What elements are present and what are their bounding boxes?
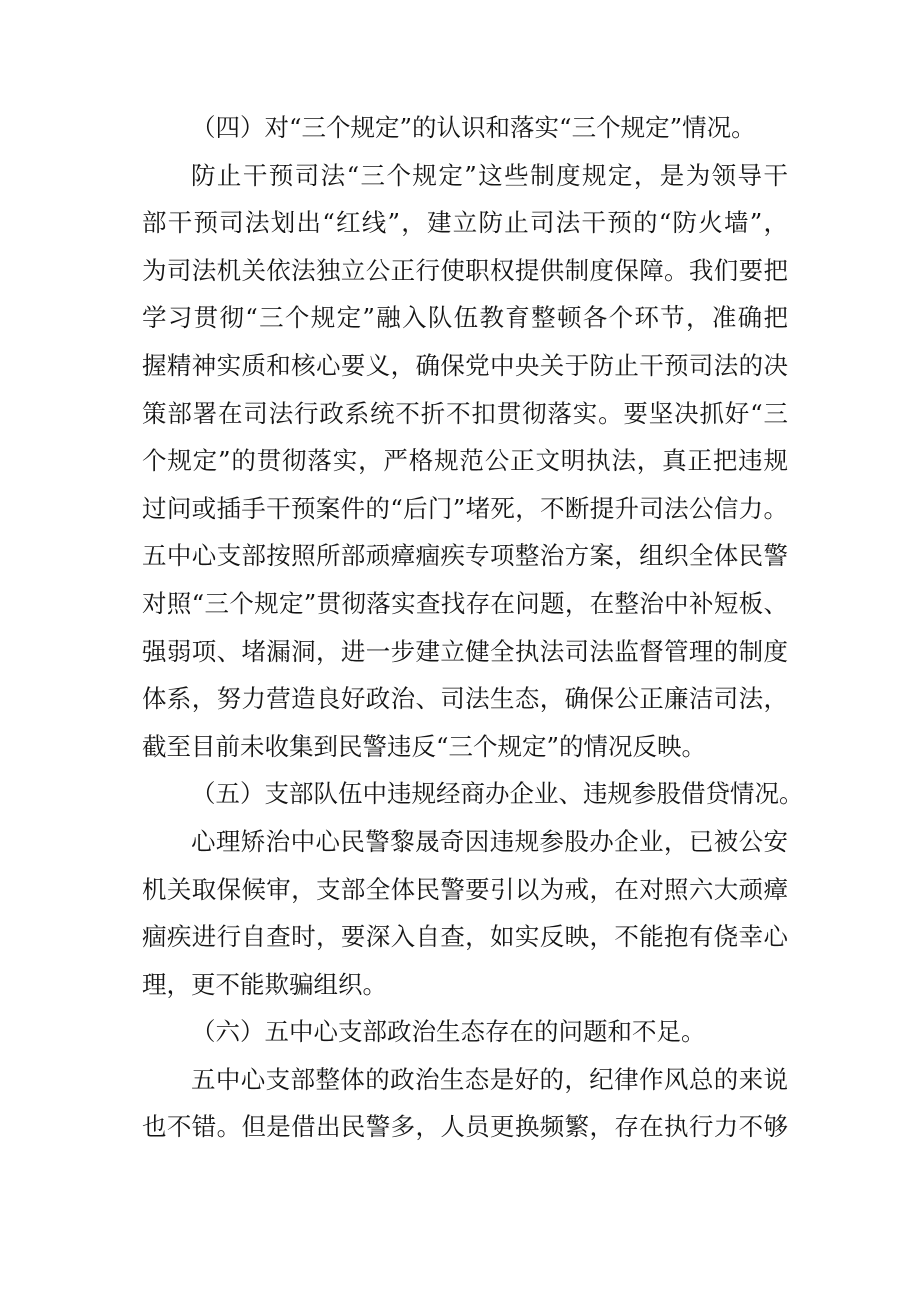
text-line: 心理矫治中心民警黎晟奇因违规参股办企业，已被公安: [191, 826, 788, 856]
text-line: 强弱项、堵漏洞，进一步建立健全执法司法监督管理的制度: [142, 636, 788, 666]
text-line: 五中心支部整体的政治生态是好的，纪律作风总的来说: [191, 1064, 788, 1094]
text-line: 机关取保候审，支部全体民警要引以为戒，在对照六大顽瘴: [142, 874, 788, 904]
text-line: 也不错。但是借出民警多，人员更换频繁，存在执行力不够: [142, 1112, 788, 1142]
section-heading-6: [142, 1008, 788, 1056]
text-line: 为司法机关依法独立公正行使职权提供制度保障。我们要把: [142, 255, 788, 285]
section-heading-5: [142, 770, 804, 818]
text-line: 理，更不能欺骗组织。: [142, 969, 387, 999]
text-line: 策部署在司法行政系统不折不扣贯彻落实。要坚决抓好“三: [142, 398, 788, 428]
section-heading-4: [142, 104, 788, 152]
text-line: 截至目前未收集到民警违反“三个规定”的情况反映。: [142, 731, 707, 761]
text-line: 个规定”的贯彻落实，严格规范公正文明执法，真正把违规: [142, 446, 788, 476]
text-line: 过问或插手干预案件的“后门”堵死，不断提升司法公信力。: [142, 493, 788, 523]
paragraph-business-violation: [142, 818, 788, 1008]
paragraph-three-rules: [142, 152, 788, 771]
text-line: 五中心支部按照所部顽瘴痼疾专项整治方案，组织全体民警: [142, 541, 788, 571]
paragraph-political-ecology: [142, 1056, 788, 1151]
text-line: 部干预司法划出“红线”，建立防止司法干预的“防火墙”，: [142, 208, 788, 238]
document-body: [142, 104, 804, 1151]
text-line: 防止干预司法“三个规定”这些制度规定，是为领导干: [191, 160, 788, 190]
text-line: 痼疾进行自查时，要深入自查，如实反映，不能抱有侥幸心: [142, 922, 788, 952]
text-line: 握精神实质和核心要义，确保党中央关于防止干预司法的决: [142, 350, 788, 380]
text-line: （四）对“三个规定”的认识和落实“三个规定”情况。: [191, 113, 756, 142]
text-line: （五）支部队伍中违规经商办企业、违规参股借贷情况。: [191, 779, 804, 809]
text-line: （六）五中心支部政治生态存在的问题和不足。: [191, 1017, 706, 1047]
text-line: 对照“三个规定”贯彻落实查找存在问题，在整治中补短板、: [142, 588, 788, 618]
text-line: 体系，努力营造良好政治、司法生态，确保公正廉洁司法，: [142, 684, 788, 714]
text-line: 学习贯彻“三个规定”融入队伍教育整顿各个环节，准确把: [142, 303, 788, 333]
